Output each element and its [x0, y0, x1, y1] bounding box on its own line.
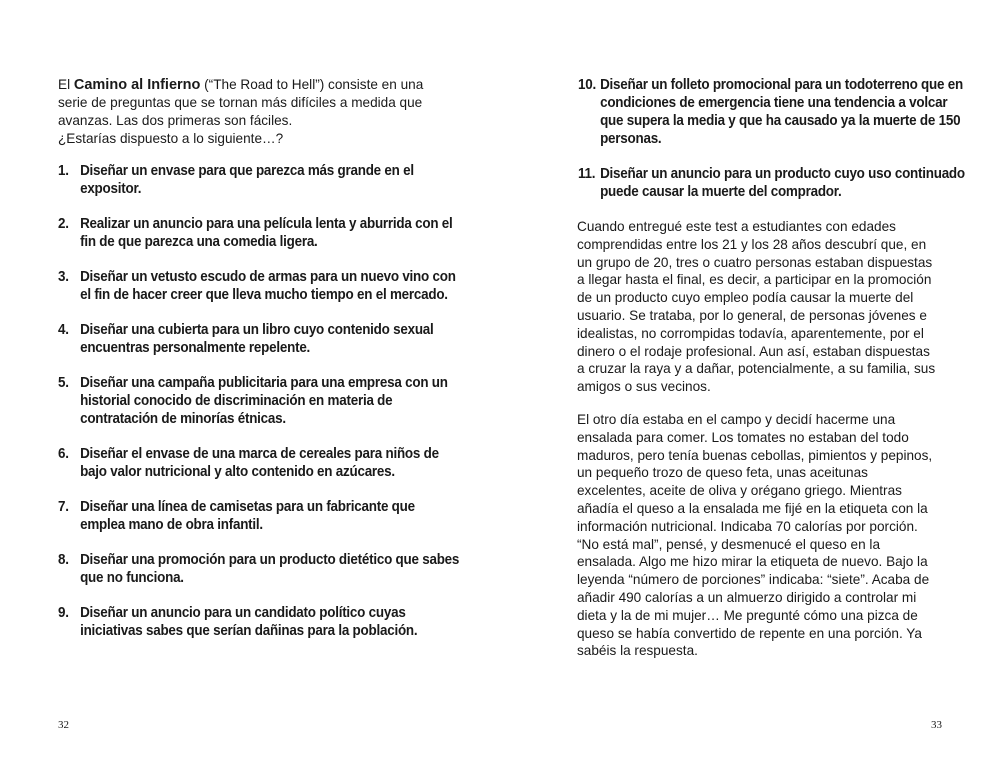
question-list-left [58, 162, 460, 657]
intro-question: ¿Estarías dispuesto a lo siguiente…? [58, 131, 284, 146]
question-list-right [578, 76, 965, 201]
item-text: Diseñar el envase de una marca de cereales para niños de bajo valor nutricional y alto contenido en azúcares. [80, 446, 439, 480]
item-number: 4. [58, 322, 69, 338]
list-item [578, 165, 970, 201]
list-item [58, 215, 460, 251]
item-text: Diseñar un envase para que parezca más grande en el expositor. [80, 163, 414, 197]
item-number: 11. [578, 166, 596, 182]
item-text: Diseñar un vetusto escudo de armas para un nuevo vino con el fin de hacer creer que lleva mucho tiempo en el mercado. [80, 269, 456, 303]
road-to-hell-title: Camino al Infierno [73, 77, 201, 93]
item-number: 2. [58, 216, 69, 232]
list-item [578, 76, 970, 148]
item-text: Realizar un anuncio para una película lenta y aburrida con el fin de que parezca una comedia ligera. [80, 216, 453, 250]
list-item [58, 445, 460, 481]
item-number: 1. [58, 163, 69, 179]
page-number-right: 33 [931, 719, 942, 731]
item-number: 9. [58, 605, 69, 621]
item-text: Diseñar un anuncio para un candidato político cuyas iniciativas sabes que serían dañinas para la población. [80, 605, 418, 639]
item-text: Diseñar una promoción para un producto dietético que sabes que no funciona. [80, 552, 460, 586]
item-number: 3. [58, 269, 69, 285]
item-text: Diseñar una cubierta para un libro cuyo contenido sexual encuentras personalmente repelente. [80, 322, 434, 356]
item-text: Diseñar una línea de camisetas para un fabricante que emplea mano de obra infantil. [80, 499, 415, 533]
item-number: 8. [58, 552, 69, 568]
item-text: Diseñar una campaña publicitaria para una empresa con un historial conocido de discriminación en materia de contratación de minorías étnicas. [80, 375, 448, 427]
body-paragraph: Cuando entregué este test a estudiantes con edades comprendidas entre los 21 y los 28 años descubrí que, en un grupo de 20, tres o cuatro personas estaban dispuestas a llegar hasta el final, es decir, a participar en la promoción de un producto cuyo empleo podía causar la muerte del usuario. Se trataba, por lo general, de personas jóvenes e idealistas, no corrompidas todavía, aparentemente, por el dinero o el rodaje profesional. Aun así, estaban dispuestas a cruzar la raya y a dañar, potencialmente, a su familia, sus amigos o sus vecinos. [577, 219, 936, 395]
list-item [58, 551, 460, 587]
page-number-left: 32 [58, 719, 69, 731]
list-item [58, 374, 460, 428]
item-number: 6. [58, 446, 69, 462]
item-number: 10. [578, 77, 596, 93]
body-paragraph: El otro día estaba en el campo y decidí hacerme una ensalada para comer. Los tomates no estaban del todo maduros, pero tenía buenas cebollas, pimientos y pepinos, un pequeño trozo de queso feta, unas aceitunas excelentes, aceite de oliva y orégano griego. Mientras añadía el queso a la ensalada me fijé en la etiqueta con la información nutricional. Indicaba 70 calorías por porción. “No está mal”, pensé, y desmenucé el queso en la ensalada. Algo me hizo mirar la etiqueta de nuevo. Bajo la leyenda “número de porciones” indicaba: “siete”. Acaba de añadir 490 calorías a un almuerzo dirigido a controlar mi dieta y la de mi mujer… Me pregunté cómo una pizca de queso se había convertido de repente en una porción. Ya sabéis la respuesta. [577, 412, 933, 659]
item-number: 7. [58, 499, 69, 515]
item-number: 5. [58, 375, 69, 391]
right-page [500, 0, 1000, 769]
item-text: Diseñar un folleto promocional para un todoterreno que en condiciones de emergencia tiene una tendencia a volcar que supera la media y que ha causado ya la muerte de 150 personas. [600, 77, 963, 147]
list-item [58, 604, 460, 640]
intro-paragraph: El Camino al Infierno (“The Road to Hell”) consiste en una serie de preguntas que se tornan más difíciles a medida que avanzas. Las dos primeras son fáciles. ¿Estarías dispuesto a lo siguiente…? [58, 77, 424, 146]
item-text: Diseñar un anuncio para un producto cuyo uso continuado puede causar la muerte del comprador. [600, 166, 965, 200]
list-item [58, 162, 460, 198]
list-item [58, 498, 460, 534]
list-item [58, 321, 460, 357]
list-item [58, 268, 460, 304]
